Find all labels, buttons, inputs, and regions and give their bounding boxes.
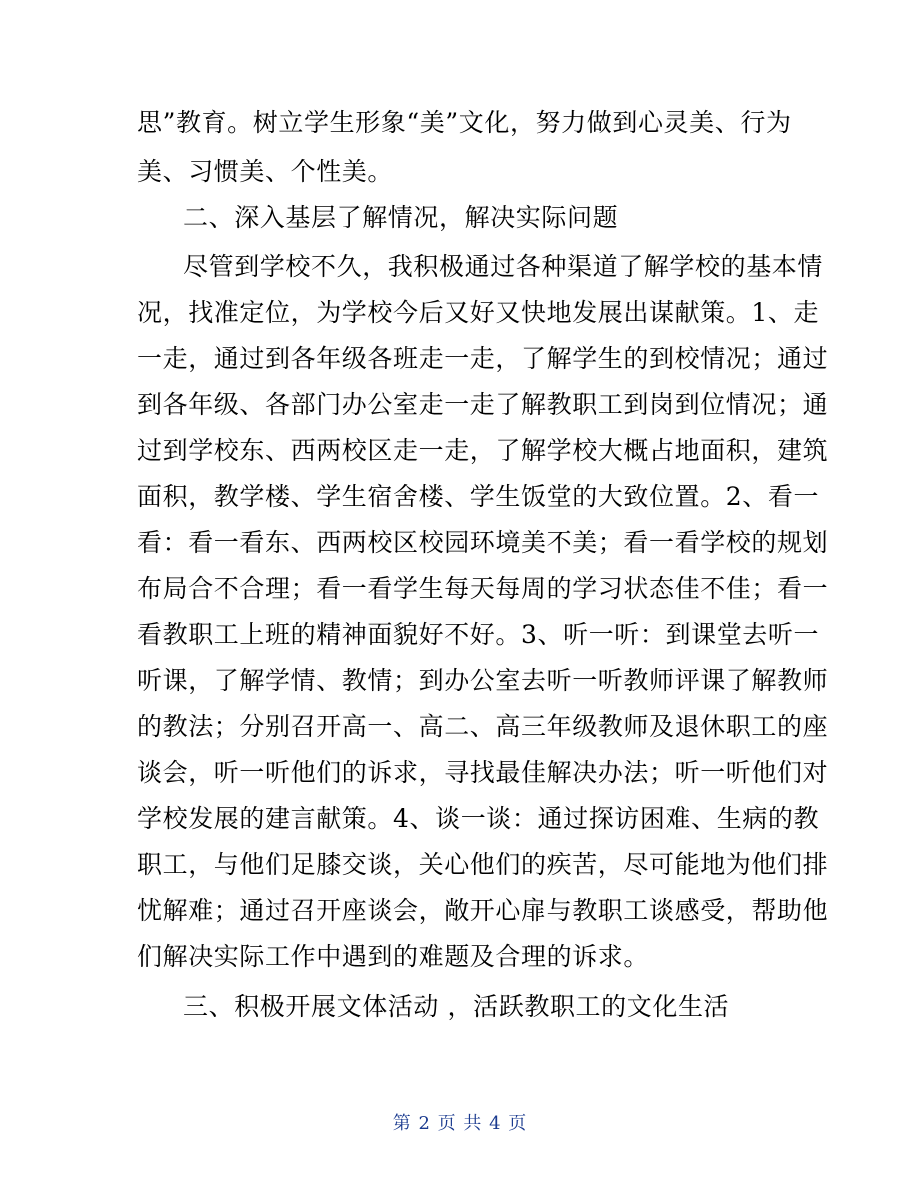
text-line: 到各年级、各部门办公室走一走了解教职工到岗到位情况；通 <box>137 390 829 419</box>
section-heading: 二、深入基层了解情况，解决实际问题 <box>183 203 619 232</box>
text-line: 看教职工上班的精神面貌好不好。3、听一听：到课堂去听一 <box>137 620 820 649</box>
text-line: 忧解难；通过召开座谈会，敞开心扉与教职工谈感受，帮助他 <box>137 896 829 925</box>
text-line: 的教法；分别召开高一、高二、高三年级教师及退休职工的座 <box>137 712 829 741</box>
page-number-footer: 第 2 页 共 4 页 <box>392 1113 528 1134</box>
text-line: 职工，与他们足膝交谈，关心他们的疾苦，尽可能地为他们排 <box>137 850 829 879</box>
text-line: 学校发展的建言献策。4、谈一谈：通过探访困难、生病的教 <box>137 804 820 833</box>
text-line: 们解决实际工作中遇到的难题及合理的诉求。 <box>137 942 650 971</box>
text-line: 布局合不合理；看一看学生每天每周的学习状态佳不佳；看一 <box>137 574 829 603</box>
text-line: 听课，了解学情、教情；到办公室去听一听教师评课了解教师 <box>137 666 829 695</box>
text-line: 看：看一看东、西两校区校园环境美不美；看一看学校的规划 <box>137 528 829 557</box>
text-line: 尽管到学校不久，我积极通过各种渠道了解学校的基本情 <box>183 252 824 281</box>
text-line: 思”教育。树立学生形象“美”文化，努力做到心灵美、行为 <box>137 108 792 137</box>
section-heading: 三、积极开展文体活动 ，活跃教职工的文化生活 <box>183 992 730 1021</box>
text-line: 况，找准定位，为学校今后又好又快地发展出谋献策。1、走 <box>137 298 820 327</box>
text-line: 面积，教学楼、学生宿舍楼、学生饭堂的大致位置。2、看一 <box>137 482 820 511</box>
text-line: 过到学校东、西两校区走一走，了解学校大概占地面积，建筑 <box>137 436 829 465</box>
text-line: 谈会，听一听他们的诉求，寻找最佳解决办法；听一听他们对 <box>137 758 829 787</box>
text-line: 美、习惯美、个性美。 <box>137 157 394 186</box>
text-line: 一走，通过到各年级各班走一走，了解学生的到校情况；通过 <box>137 344 829 373</box>
